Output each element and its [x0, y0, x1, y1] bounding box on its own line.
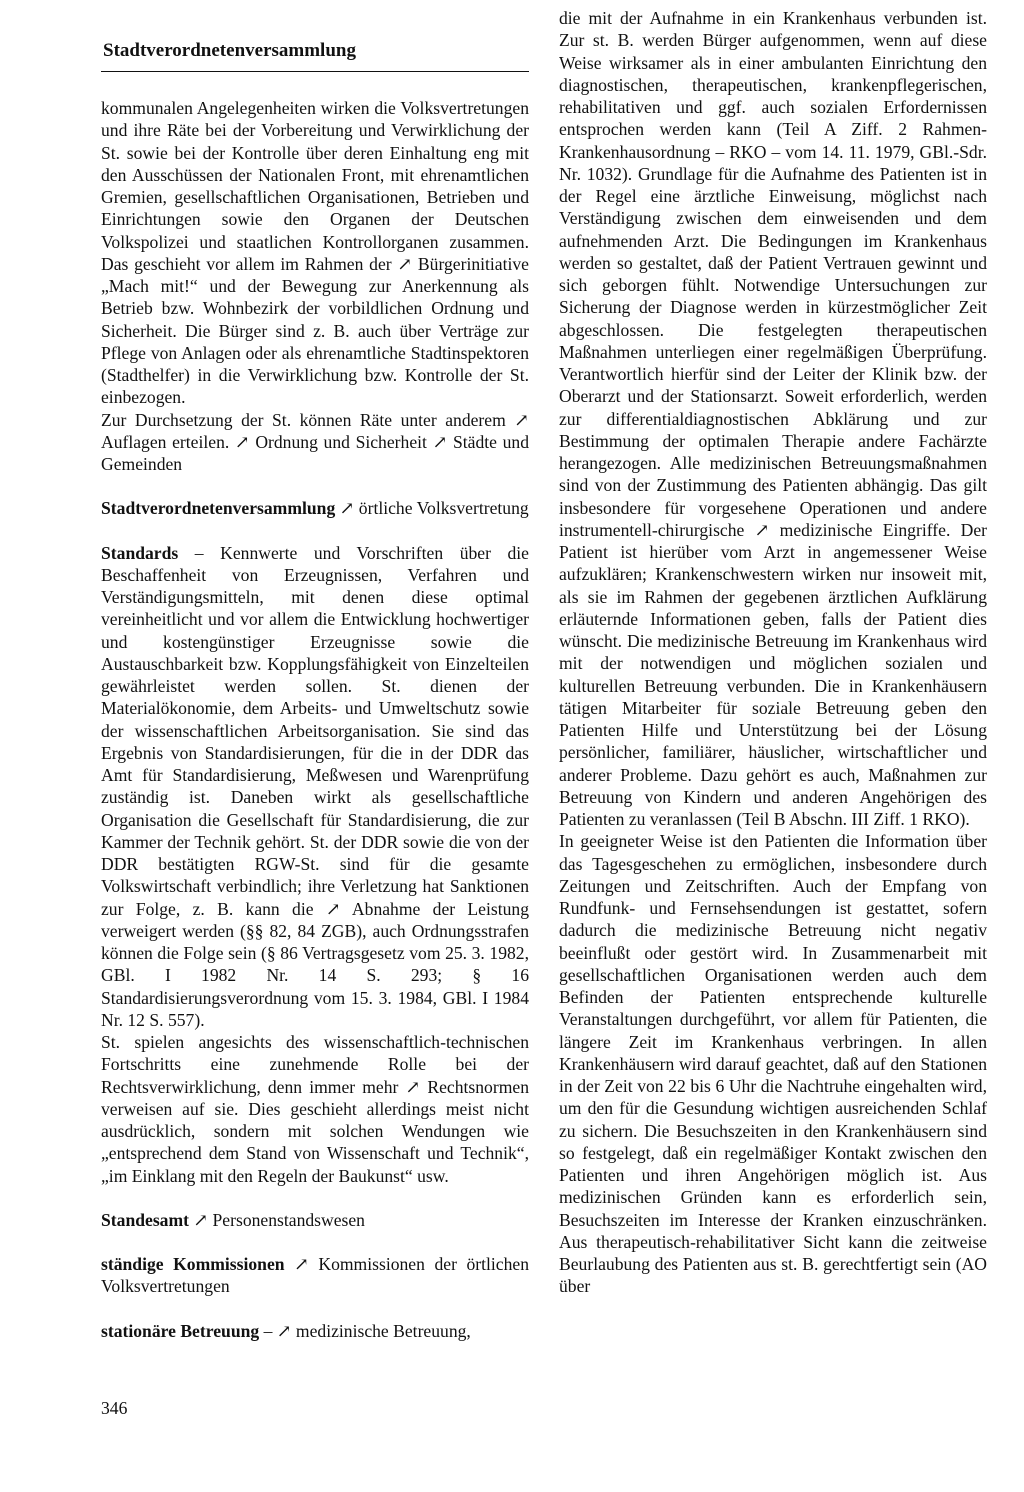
- entry-term: Stadtverordnetenversammlung: [101, 498, 336, 519]
- paragraph: Zur Durchsetzung der St. können Räte unter anderem ↗ Auflagen erteilen. ↗ Ordnung und Sicherheit ↗ Städte und Gemeinden: [101, 409, 529, 474]
- entry-text: ↗ Personenstandswesen: [188, 1209, 365, 1230]
- entry-staendige-kommissionen: [101, 1253, 529, 1298]
- entry-term: ständige Kommissionen: [101, 1254, 285, 1274]
- paragraph: In geeigneter Weise ist den Patienten die Information über das Tagesgeschehen zu ermöglichen, insbesondere durch Zeitungen und Zeitschriften. Auch der Empfang von Rundfunk- und Fernsehsendungen ist gestattet, sofern dadurch die medizinische Betreuung nicht negativ beeinflußt oder gestört wird. In Zusammenarbeit mit gesellschaftlichen Organisationen werden auch dem Befinden der Patienten entsprechende kulturelle Veranstaltungen durchgeführt, vor allem für Patienten, die längere Zeit im Krankenhaus verbringen. In allen Krankenhäusern wird darauf geachtet, daß auf den Stationen in der Zeit von 22 bis 6 Uhr die Nachtruhe eingehalten wird, um den für die Gesundung wichtigen ausreichenden Schlaf zu sichern. Die Besuchszeiten in den Krankenhäusern sind so festgelegt, daß ein regelmäßiger Kontakt zwischen den Patienten und ihren Angehörigen möglich ist. Aus medizinischen Gründen kann es erforderlich sein, Besuchszeiten im Interesse der Kranken einzuschränken. Aus therapeutisch-rehabilitativer Sicht kann die zeitweise Beurlaubung des Patienten aus st. B. gerechtfertigt sein (AO über: [559, 831, 987, 1297]
- entry-text: – ↗ medizinische Betreuung,: [259, 1320, 471, 1341]
- entry-text: – Kennwerte und Vorschriften über die Beschaffenheit von Erzeugnissen, Verfahren und Verständigungsmitteln, mit denen diese optimal vereinheitlicht und vor allem die Entwicklung hochwertiger und kostengünstiger Erzeugnisse sowie die Austauschbarkeit bzw. Kopplungsfähigkeit von Einzelteilen gewährleistet werden sollen. St. dienen der Materialökonomie, dem Arbeits- und Umweltschutz sowie der wissenschaftlichen Arbeitsorganisation. Sie sind das Ergebnis von Standardisierungen, für die in der DDR das Amt für Standardisierung, Meßwesen und Warenprüfung zuständig ist. Daneben wirkt als gesellschaftliche Organisation die Gesellschaft für Standardisierung, die zur Kammer der Technik gehört. St. der DDR sowie die von der DDR bestätigten RGW-St. sind für die gesamte Volkswirtschaft verbindlich; ihre Verletzung hat Sanktionen zur Folge, z. B. kann die ↗ Abnahme der Leistung verweigert werden (§§ 82, 84 ZGB), auch Ordnungsstrafen können die Folge sein (§ 86 Vertragsgesetz vom 25. 3. 1982, GBl. I 1982 Nr. 14 S. 293; § 16 Standardisierungsverordnung vom 15. 3. 1984, GBl. I 1984 Nr. 12 S. 557).: [101, 542, 529, 1030]
- header-rule: [101, 71, 529, 72]
- entry-text: ↗ örtliche Volksvertretung: [335, 498, 529, 519]
- page-number: 346: [101, 1398, 128, 1418]
- entry-term: Standards: [101, 542, 179, 563]
- right-column: [559, 7, 987, 1298]
- entry-stationaere-betreuung: [101, 1320, 529, 1342]
- entry-term: stationäre Betreuung: [101, 1320, 260, 1341]
- entry-term: Standesamt: [101, 1209, 189, 1230]
- running-head: Stadtverordnetenversammlung: [103, 40, 356, 61]
- entry-standards: [101, 542, 529, 1032]
- left-column: [101, 97, 529, 1342]
- entry-text: ↗ Kommissionen der örtlichen Volksvertretungen: [101, 1254, 529, 1297]
- paragraph: die mit der Aufnahme in ein Krankenhaus verbunden ist. Zur st. B. werden Bürger aufgenommen, wenn auf diese Weise wirksamer als in einer ambulanten Einrichtung den diagnostischen, therapeutischen, krankenpflegerischen, rehabilitativen und ggf. auch sozialen Erfordernissen entsprochen werden kann (Teil A Ziff. 2 Rahmen-Krankenhausordnung – RKO – vom 14. 11. 1979, GBl.-Sdr. Nr. 1032). Grundlage für die Aufnahme des Patienten ist in der Regel eine ärztliche Einweisung, möglichst nach Verständigung zwischen dem einweisenden und dem aufnehmenden Arzt. Die Bedingungen im Krankenhaus werden so gestaltet, daß der Patient Vertrauen gewinnt und sich geborgen fühlt. Notwendige Untersuchungen zur Sicherung der Diagnose werden in kürzestmöglicher Zeit abgeschlossen. Die festgelegten therapeutischen Maßnahmen unterliegen einer regelmäßigen Überprüfung. Verantwortlich hierfür sind der Leiter der Klinik bzw. der Oberarzt und der Stationsarzt. Soweit erforderlich, werden zur differentialdiagnostischen Abklärung und zur Bestimmung der optimalen Therapie andere Fachärzte herangezogen. Alle medizinischen Betreuungsmaßnahmen sind von der Zustimmung des Patienten abhängig. Das gilt insbesondere für vorgesehene Operationen und andere instrumentell-chirurgische ↗ medizinische Eingriffe. Der Patient ist hierüber vom Arzt in angemessener Weise aufzuklären; Krankenschwestern wirken nur insoweit mit, als sie im Rahmen der gegebenen ärztlichen Aufklärung erläuternde Informationen geben, falls der Patient dies wünscht. Die medizinische Betreuung im Krankenhaus wird mit der notwendigen und möglichen sozialen und kulturellen Betreuung verbunden. Die in Krankenhäusern tätigen Mitarbeiter für soziale Betreuung geben den Patienten Hilfe und Unterstützung bei der Lösung persönlicher, familiärer, häuslicher, wirtschaftlicher und anderer Probleme. Dazu gehört es auch, Maßnahmen zur Betreuung von Kindern und anderen Angehörigen des Patienten zu veranlassen (Teil B Abschn. III Ziff. 1 RKO).: [559, 8, 987, 829]
- entry-stadtverordnetenversammlung: [101, 497, 529, 519]
- entry-standesamt: [101, 1209, 529, 1231]
- paragraph: kommunalen Angelegenheiten wirken die Volksvertretungen und ihre Räte bei der Vorbereitung und Verwirklichung der St. sowie bei der Kontrolle über deren Einhaltung eng mit den Ausschüssen der Nationalen Front, mit ehrenamtlichen Gremien, gesellschaftlichen Organisationen, Betrieben und Einrichtungen sowie den Organen der Deutschen Volkspolizei und staatlichen Kontrollorganen zusammen. Das geschieht vor allem im Rahmen der ↗ Bürgerinitiative „Mach mit!“ und der Bewegung zur Anerkennung als Betrieb bzw. Wohnbezirk der vorbildlichen Ordnung und Sicherheit. Die Bürger sind z. B. auch über Verträge zur Pflege von Anlagen oder als ehrenamtliche Stadtinspektoren (Stadthelfer) in die Verwirklichung bzw. Kontrolle der St. einbezogen.: [101, 98, 529, 408]
- paragraph: St. spielen angesichts des wissenschaftlich-technischen Fortschritts eine zunehmende Rolle bei der Rechtsverwirklichung, denn immer mehr ↗ Rechtsnormen verweisen auf sie. Dies geschieht allerdings meist nicht ausdrücklich, sondern mit solchen Wendungen wie „entsprechend dem Stand von Wissenschaft und Technik“, „im Einklang mit den Regeln der Baukunst“ usw.: [101, 1032, 529, 1186]
